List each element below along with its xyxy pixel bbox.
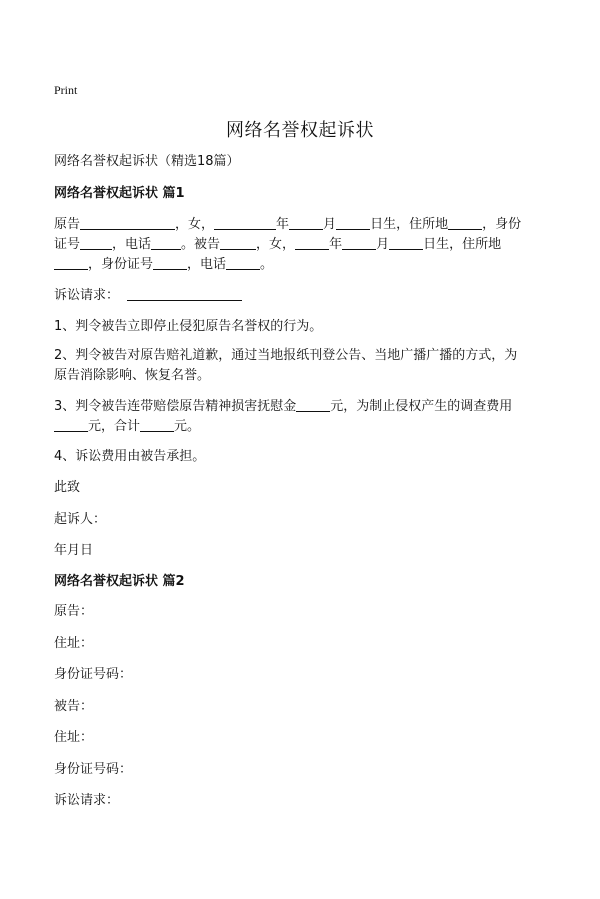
s2-defendant: 被告： <box>54 699 94 714</box>
blank-line <box>448 215 482 230</box>
text: 元，合计 <box>88 419 141 434</box>
claim-2a: 2、判令被告对原告赔礼道歉，通过当地报纸刊登公告、当地广播广播的方式，为 <box>54 348 518 363</box>
text: 月 <box>376 237 390 252</box>
text: 诉讼请求： <box>54 288 120 303</box>
s2-id-number2: 身份证号码： <box>54 762 133 777</box>
blank-line <box>226 255 260 270</box>
blank-line <box>214 215 276 230</box>
blank-line <box>295 235 329 250</box>
claim-2b: 原告消除影响、恢复名誉。 <box>54 368 211 383</box>
text: 元。 <box>174 419 201 434</box>
text: 元，为制止侵权产生的调查费用 <box>330 399 513 414</box>
print-label: Print <box>54 83 78 97</box>
section2-heading: 网络名誉权起诉状 篇2 <box>54 574 185 589</box>
claim-1: 1、判令被告立即停止侵犯原告名誉权的行为。 <box>54 319 323 334</box>
text: 年 <box>329 237 343 252</box>
text: ，电话 <box>112 237 152 252</box>
s2-plaintiff: 原告： <box>54 604 94 619</box>
subtitle: 网络名誉权起诉状（精选18篇） <box>54 154 240 169</box>
s2-claims: 诉讼请求： <box>54 793 120 808</box>
s2-id-number: 身份证号码： <box>54 667 133 682</box>
p1-line3 <box>54 255 273 275</box>
blank-line <box>389 235 423 250</box>
text: ，电话 <box>187 257 227 272</box>
blank-line <box>80 215 175 230</box>
closing: 此致 <box>54 480 81 495</box>
text: 证号 <box>54 237 81 252</box>
claim-3b <box>54 417 200 437</box>
text: ，女， <box>256 237 296 252</box>
text: ，身份证号 <box>88 257 154 272</box>
s2-address2: 住址： <box>54 730 94 745</box>
text: ，身份 <box>482 217 522 232</box>
blank-line <box>80 235 112 250</box>
text: 原告 <box>54 217 81 232</box>
blank-line <box>127 286 242 301</box>
blank-line <box>336 215 370 230</box>
blank-line <box>54 255 88 270</box>
p1-line1 <box>54 215 521 235</box>
blank-line <box>220 235 256 250</box>
text: 日生，住所地 <box>423 237 502 252</box>
date-line: 年月日 <box>54 543 94 558</box>
text: ，女， <box>175 217 215 232</box>
blank-line <box>153 255 187 270</box>
s2-address: 住址： <box>54 636 94 651</box>
blank-line <box>289 215 323 230</box>
text: 。 <box>260 257 274 272</box>
text: 年 <box>276 217 290 232</box>
claims-label <box>54 286 242 306</box>
claim-3a <box>54 397 512 417</box>
text: 月 <box>323 217 337 232</box>
blank-line <box>140 417 174 432</box>
page-title: 网络名誉权起诉状 <box>226 120 374 141</box>
blank-line <box>151 235 181 250</box>
plaintiff-signature: 起诉人： <box>54 512 107 527</box>
blank-line <box>54 417 88 432</box>
text: 日生，住所地 <box>370 217 449 232</box>
section1-heading: 网络名誉权起诉状 篇1 <box>54 186 185 201</box>
blank-line <box>342 235 376 250</box>
text: 3、判令被告连带赔偿原告精神损害抚慰金 <box>54 399 297 414</box>
blank-line <box>296 397 330 412</box>
p1-line2 <box>54 235 501 255</box>
claim-4: 4、诉讼费用由被告承担。 <box>54 449 206 464</box>
text: 。被告 <box>181 237 221 252</box>
